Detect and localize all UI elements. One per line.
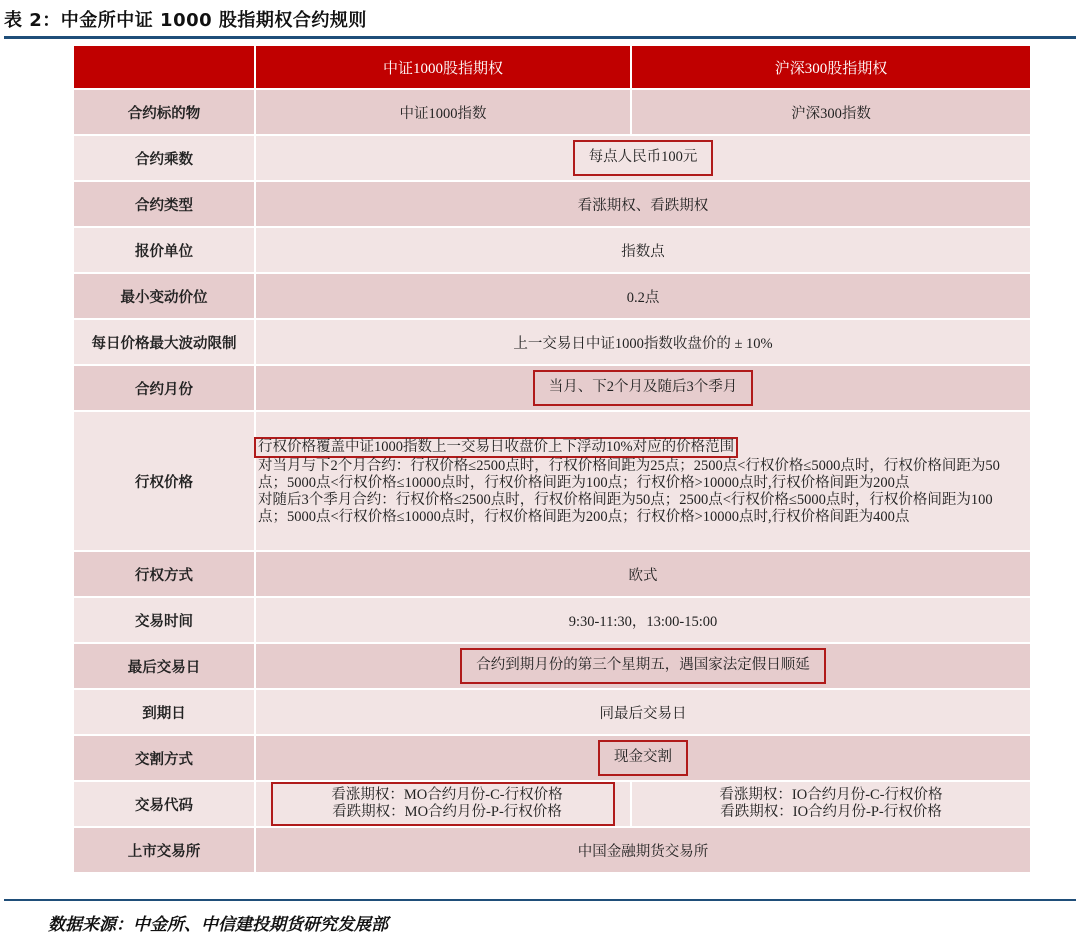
cell-value: 同最后交易日 <box>255 689 1031 735</box>
header-csi1000: 中证1000股指期权 <box>255 45 631 89</box>
cell-value: 指数点 <box>255 227 1031 273</box>
cell-value: 中国金融期货交易所 <box>255 827 1031 873</box>
row-label: 最小变动价位 <box>73 273 255 319</box>
row-months <box>73 365 1031 411</box>
row-label: 交易时间 <box>73 597 255 643</box>
cell-value <box>255 135 1031 181</box>
row-tick <box>73 273 1031 319</box>
row-label: 合约乘数 <box>73 135 255 181</box>
strike-text-cell <box>255 411 1031 551</box>
row-expiry <box>73 689 1031 735</box>
cell-value <box>631 781 1031 827</box>
source-note: 数据来源：中金所、中信建投期货研究发展部 <box>48 915 388 935</box>
row-code <box>73 781 1031 827</box>
cell-value: 沪深300指数 <box>631 89 1031 135</box>
table-title: 表 2：中金所中证 1000 股指期权合约规则 <box>4 10 367 31</box>
cell-value <box>255 643 1031 689</box>
strike-rule-monthly: 对当月与下2个月合约：行权价格≤2500点时，行权价格间距为25点；2500点<行权价格≤5000点时，行权价格间距为50点；5000点<行权价格≤10000点时，行权价格间距为100点；行权价格>10000点时,行权价格间距为200点 <box>258 457 1000 491</box>
row-type <box>73 181 1031 227</box>
row-exchange <box>73 827 1031 873</box>
highlight-box: 现金交割 <box>598 740 688 775</box>
row-last-day <box>73 643 1031 689</box>
bottom-rule <box>4 899 1076 901</box>
row-label: 行权方式 <box>73 551 255 597</box>
row-quote-unit <box>73 227 1031 273</box>
row-label: 上市交易所 <box>73 827 255 873</box>
row-label: 交割方式 <box>73 735 255 781</box>
strike-rule-quarterly: 对随后3个季月合约：行权价格≤2500点时，行权价格间距为50点；2500点<行权价格≤5000点时，行权价格间距为100点；5000点<行权价格≤10000点时，行权价格间距为200点；行权价格>10000点时,行权价格间距为400点 <box>258 491 993 525</box>
highlight-box: 当月、下2个月及随后3个季月 <box>533 370 754 405</box>
row-label: 交易代码 <box>73 781 255 827</box>
row-label: 到期日 <box>73 689 255 735</box>
cell-value: 上一交易日中证1000指数收盘价的 ± 10% <box>255 319 1031 365</box>
row-hours <box>73 597 1031 643</box>
row-limit <box>73 319 1031 365</box>
code-put-mo: 看跌期权：MO合约月份-P-行权价格 <box>332 804 562 820</box>
row-label: 合约类型 <box>73 181 255 227</box>
row-label: 合约标的物 <box>73 89 255 135</box>
row-label: 报价单位 <box>73 227 255 273</box>
row-underlying <box>73 89 1031 135</box>
row-label: 行权价格 <box>73 411 255 551</box>
top-rule <box>4 36 1076 39</box>
highlight-box <box>271 782 614 826</box>
row-strike <box>73 411 1031 551</box>
table-header-row <box>73 45 1031 89</box>
row-label: 合约月份 <box>73 365 255 411</box>
code-call-io: 看涨期权：IO合约月份-C-行权价格 <box>719 787 943 803</box>
cell-value <box>255 781 631 827</box>
row-exercise <box>73 551 1031 597</box>
cell-value: 欧式 <box>255 551 1031 597</box>
code-call-mo: 看涨期权：MO合约月份-C-行权价格 <box>331 787 563 803</box>
cell-value: 看涨期权、看跌期权 <box>255 181 1031 227</box>
cell-value <box>255 735 1031 781</box>
code-put-io: 看跌期权：IO合约月份-P-行权价格 <box>720 804 942 820</box>
row-label: 每日价格最大波动限制 <box>73 319 255 365</box>
cell-value: 0.2点 <box>255 273 1031 319</box>
highlight-box: 每点人民币100元 <box>573 140 714 175</box>
contract-rules-table <box>72 44 1032 874</box>
highlight-box: 行权价格覆盖中证1000指数上一交易日收盘价上下浮动10%对应的价格范围 <box>254 437 738 458</box>
cell-value: 9:30-11:30，13:00-15:00 <box>255 597 1031 643</box>
row-settlement <box>73 735 1031 781</box>
row-label: 最后交易日 <box>73 643 255 689</box>
header-blank-cell <box>73 45 255 89</box>
header-csi300: 沪深300股指期权 <box>631 45 1031 89</box>
row-multiplier <box>73 135 1031 181</box>
cell-value: 中证1000指数 <box>255 89 631 135</box>
cell-value <box>255 365 1031 411</box>
highlight-box: 合约到期月份的第三个星期五，遇国家法定假日顺延 <box>460 648 826 683</box>
